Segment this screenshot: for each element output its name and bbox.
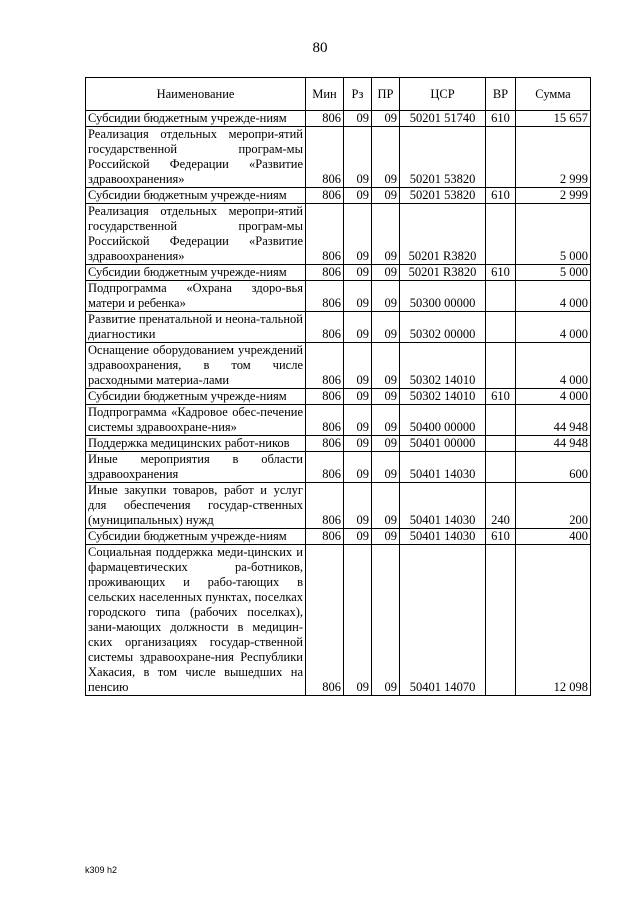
table-row [86,436,591,452]
column-header-min: Мин [306,78,344,111]
cell-rz: 09 [344,281,372,312]
cell-pr: 09 [372,204,400,265]
cell-pr: 09 [372,545,400,696]
table-row [86,483,591,529]
table-row [86,545,591,696]
cell-name: Субсидии бюджетным учрежде-ниям [86,389,306,405]
column-header-csr: ЦСР [400,78,486,111]
cell-min: 806 [306,545,344,696]
cell-vr: 610 [486,111,516,127]
table-row [86,405,591,436]
cell-sum: 44 948 [516,405,591,436]
cell-rz: 09 [344,483,372,529]
cell-sum: 4 000 [516,281,591,312]
cell-min: 806 [306,188,344,204]
cell-name: Подпрограмма «Кадровое обес-печение системы здравоохране-ния» [86,405,306,436]
cell-min: 806 [306,483,344,529]
cell-rz: 09 [344,436,372,452]
cell-name: Развитие пренатальной и неона-тальной диагностики [86,312,306,343]
cell-csr: 50401 14030 [400,452,486,483]
cell-min: 806 [306,281,344,312]
cell-csr: 50401 14070 [400,545,486,696]
cell-vr [486,343,516,389]
cell-name: Оснащение оборудованием учреждений здравоохранения, в том числе расходными материа-лами [86,343,306,389]
cell-vr: 610 [486,188,516,204]
cell-min: 806 [306,343,344,389]
cell-csr: 50201 53820 [400,127,486,188]
cell-csr: 50302 00000 [400,312,486,343]
cell-rz: 09 [344,529,372,545]
cell-min: 806 [306,312,344,343]
cell-vr [486,452,516,483]
cell-name: Субсидии бюджетным учрежде-ниям [86,111,306,127]
cell-pr: 09 [372,389,400,405]
cell-rz: 09 [344,188,372,204]
cell-vr [486,436,516,452]
cell-sum: 15 657 [516,111,591,127]
table-row [86,111,591,127]
cell-pr: 09 [372,436,400,452]
page-number: 80 [312,40,328,56]
cell-csr: 50400 00000 [400,405,486,436]
cell-rz: 09 [344,312,372,343]
cell-sum: 4 000 [516,343,591,389]
cell-vr: 610 [486,389,516,405]
column-header-vr: ВР [486,78,516,111]
cell-rz: 09 [344,452,372,483]
cell-name: Иные мероприятия в области здравоохранения [86,452,306,483]
cell-sum: 400 [516,529,591,545]
cell-pr: 09 [372,343,400,389]
table-row [86,452,591,483]
cell-min: 806 [306,111,344,127]
cell-rz: 09 [344,343,372,389]
cell-min: 806 [306,389,344,405]
table-header-row [86,78,591,111]
cell-name: Социальная поддержка меди-цинских и фармацевтических ра-ботников, проживающих и рабо-тающих в сельских населенных пунктах, поселках городского типа (рабочих поселках), зани-мающих должности в медицин-ских организациях государ-ственной системы здравоохране-ния Республики Хакасия, в том числе вышедших на пенсию [86,545,306,696]
cell-min: 806 [306,127,344,188]
cell-vr [486,405,516,436]
cell-pr: 09 [372,452,400,483]
cell-rz: 09 [344,389,372,405]
cell-csr: 50401 00000 [400,436,486,452]
cell-name: Поддержка медицинских работ-ников [86,436,306,452]
cell-name: Иные закупки товаров, работ и услуг для обеспечения государ-ственных (муниципальных) нужд [86,483,306,529]
cell-sum: 200 [516,483,591,529]
table-row [86,127,591,188]
cell-pr: 09 [372,127,400,188]
cell-vr [486,281,516,312]
cell-csr: 50401 14030 [400,483,486,529]
cell-pr: 09 [372,265,400,281]
cell-csr: 50302 14010 [400,389,486,405]
cell-pr: 09 [372,529,400,545]
cell-sum: 4 000 [516,389,591,405]
cell-csr: 50401 14030 [400,529,486,545]
column-header-pr: ПР [372,78,400,111]
table-row [86,204,591,265]
table-row [86,389,591,405]
column-header-sum: Сумма [516,78,591,111]
cell-sum: 5 000 [516,204,591,265]
cell-min: 806 [306,405,344,436]
cell-pr: 09 [372,188,400,204]
column-header-name: Наименование [86,78,306,111]
cell-sum: 12 098 [516,545,591,696]
cell-pr: 09 [372,312,400,343]
table-row [86,188,591,204]
cell-vr: 610 [486,529,516,545]
column-header-rz: Рз [344,78,372,111]
cell-sum: 2 999 [516,127,591,188]
table-row [86,343,591,389]
cell-vr: 240 [486,483,516,529]
table-row [86,265,591,281]
cell-name: Субсидии бюджетным учрежде-ниям [86,265,306,281]
cell-name: Реализация отдельных меропри-ятий государственной програм-мы Российской Федерации «Развитие здравоохранения» [86,204,306,265]
cell-min: 806 [306,529,344,545]
cell-vr [486,312,516,343]
cell-vr: 610 [486,265,516,281]
cell-name: Подпрограмма «Охрана здоро-вья матери и ребенка» [86,281,306,312]
cell-rz: 09 [344,545,372,696]
cell-csr: 50302 14010 [400,343,486,389]
cell-sum: 2 999 [516,188,591,204]
cell-sum: 4 000 [516,312,591,343]
table-row [86,281,591,312]
budget-table [85,77,591,696]
cell-pr: 09 [372,281,400,312]
cell-csr: 50201 51740 [400,111,486,127]
cell-vr [486,127,516,188]
cell-min: 806 [306,204,344,265]
cell-name: Реализация отдельных меропри-ятий государственной програм-мы Российской Федерации «Развитие здравоохранения» [86,127,306,188]
cell-sum: 44 948 [516,436,591,452]
cell-rz: 09 [344,204,372,265]
cell-rz: 09 [344,127,372,188]
cell-vr [486,545,516,696]
table-row [86,529,591,545]
cell-min: 806 [306,452,344,483]
cell-rz: 09 [344,405,372,436]
cell-vr [486,204,516,265]
cell-pr: 09 [372,483,400,529]
table-row [86,312,591,343]
cell-min: 806 [306,265,344,281]
footer-code: k309 h2 [85,865,118,875]
cell-csr: 50201 R3820 [400,265,486,281]
cell-csr: 50201 R3820 [400,204,486,265]
cell-sum: 600 [516,452,591,483]
cell-sum: 5 000 [516,265,591,281]
cell-pr: 09 [372,111,400,127]
cell-rz: 09 [344,111,372,127]
cell-name: Субсидии бюджетным учрежде-ниям [86,529,306,545]
cell-csr: 50300 00000 [400,281,486,312]
cell-min: 806 [306,436,344,452]
cell-csr: 50201 53820 [400,188,486,204]
cell-rz: 09 [344,265,372,281]
cell-name: Субсидии бюджетным учрежде-ниям [86,188,306,204]
cell-pr: 09 [372,405,400,436]
